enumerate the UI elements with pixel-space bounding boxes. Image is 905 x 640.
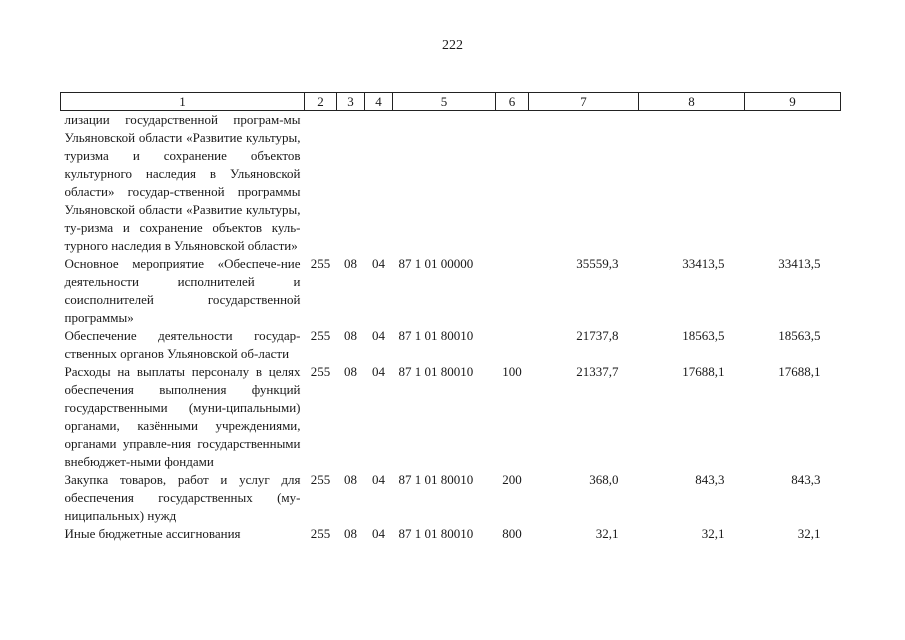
row-amount-col9: 33413,5: [778, 256, 821, 271]
row-amount-col7: [529, 111, 639, 256]
table-row: [61, 255, 841, 327]
row-subsection: 04: [372, 256, 385, 271]
row-amount-col9: 17688,1: [778, 364, 821, 379]
row-target-article: 87 1 01 00000: [398, 256, 474, 271]
row-expense-type: 100: [502, 364, 522, 379]
row-expense-type: [496, 255, 529, 327]
header-col-5: 5: [393, 93, 496, 111]
table-header: [61, 93, 841, 111]
row-name: лизации государственной програм-мы Ульяновской области «Развитие культуры, туризма и сохранение объектов культурного наследия в Ульяновской области» государ-ственной программы Ульяновской области «Развитие культуры, ту-ризма и сохранение объектов куль-турного наследия в Ульяновской области»: [64, 112, 301, 253]
table-row: [61, 471, 841, 525]
row-target-article: 87 1 01 80010: [398, 472, 474, 487]
row-section: [337, 111, 365, 256]
row-target-article: 87 1 01 80010: [398, 328, 474, 343]
row-expense-type: [496, 111, 529, 256]
row-amount-col8: 17688,1: [682, 364, 725, 379]
row-amount-col8: 33413,5: [682, 256, 725, 271]
row-expense-type: 200: [502, 472, 522, 487]
row-amount-col7: 368,0: [589, 472, 619, 487]
row-amount-col9: [745, 111, 841, 256]
row-ministry-code: 255: [310, 526, 331, 541]
row-amount-col8: [639, 111, 745, 256]
row-name: Расходы на выплаты персоналу в целях обеспечения выполнения функций государственными (муни-ципальными) органами, казёнными учреждениями, органами управле-ния государственными внебюджет-ными фондами: [64, 364, 301, 469]
row-name: Обеспечение деятельности государ-ственных органов Ульяновской об-ласти: [64, 328, 301, 361]
row-amount-col7: 21337,7: [576, 364, 619, 379]
table-body: [61, 111, 841, 544]
row-section: 08: [344, 256, 357, 271]
row-subsection: 04: [372, 328, 385, 343]
row-name: Основное мероприятие «Обеспече-ние деятельности исполнителей и соисполнителей государственной программы»: [64, 256, 301, 325]
row-expense-type: 800: [502, 526, 522, 541]
row-target-article: [393, 111, 496, 256]
row-amount-col8: 18563,5: [682, 328, 725, 343]
row-amount-col7: 32,1: [595, 526, 619, 541]
header-col-3: 3: [337, 93, 365, 111]
row-section: 08: [344, 328, 357, 343]
row-section: 08: [344, 526, 357, 541]
header-col-7: 7: [529, 93, 639, 111]
row-amount-col9: 32,1: [797, 526, 821, 541]
budget-table: [60, 92, 841, 543]
row-ministry-code: 255: [310, 364, 331, 379]
header-col-2: 2: [305, 93, 337, 111]
row-amount-col7: 21737,8: [576, 328, 619, 343]
row-ministry-code: 255: [310, 472, 331, 487]
row-subsection: 04: [372, 364, 385, 379]
row-ministry-code: 255: [310, 328, 331, 343]
row-subsection: 04: [372, 472, 385, 487]
header-col-1: 1: [61, 93, 305, 111]
table-row: [61, 363, 841, 471]
row-ministry-code: 255: [310, 256, 331, 271]
row-amount-col9: 843,3: [791, 472, 821, 487]
row-amount-col8: 32,1: [701, 526, 725, 541]
row-target-article: 87 1 01 80010: [398, 364, 474, 379]
row-amount-col8: 843,3: [695, 472, 725, 487]
row-section: 08: [344, 364, 357, 379]
header-col-4: 4: [365, 93, 393, 111]
row-name: Иные бюджетные ассигнования: [64, 526, 241, 541]
row-target-article: 87 1 01 80010: [398, 526, 474, 541]
header-col-9: 9: [745, 93, 841, 111]
row-subsection: [365, 111, 393, 256]
header-col-6: 6: [496, 93, 529, 111]
row-name: Закупка товаров, работ и услуг для обеспечения государственных (му-ниципальных) нужд: [64, 472, 301, 523]
table-row: [61, 327, 841, 363]
header-row: [61, 93, 841, 111]
row-ministry-code: [305, 111, 337, 256]
row-amount-col9: 18563,5: [778, 328, 821, 343]
row-expense-type: [496, 327, 529, 363]
row-section: 08: [344, 472, 357, 487]
row-subsection: 04: [372, 526, 385, 541]
row-amount-col7: 35559,3: [576, 256, 619, 271]
page-number: 222: [442, 38, 463, 53]
table-row: [61, 111, 841, 256]
header-col-8: 8: [639, 93, 745, 111]
table-row: [61, 525, 841, 543]
